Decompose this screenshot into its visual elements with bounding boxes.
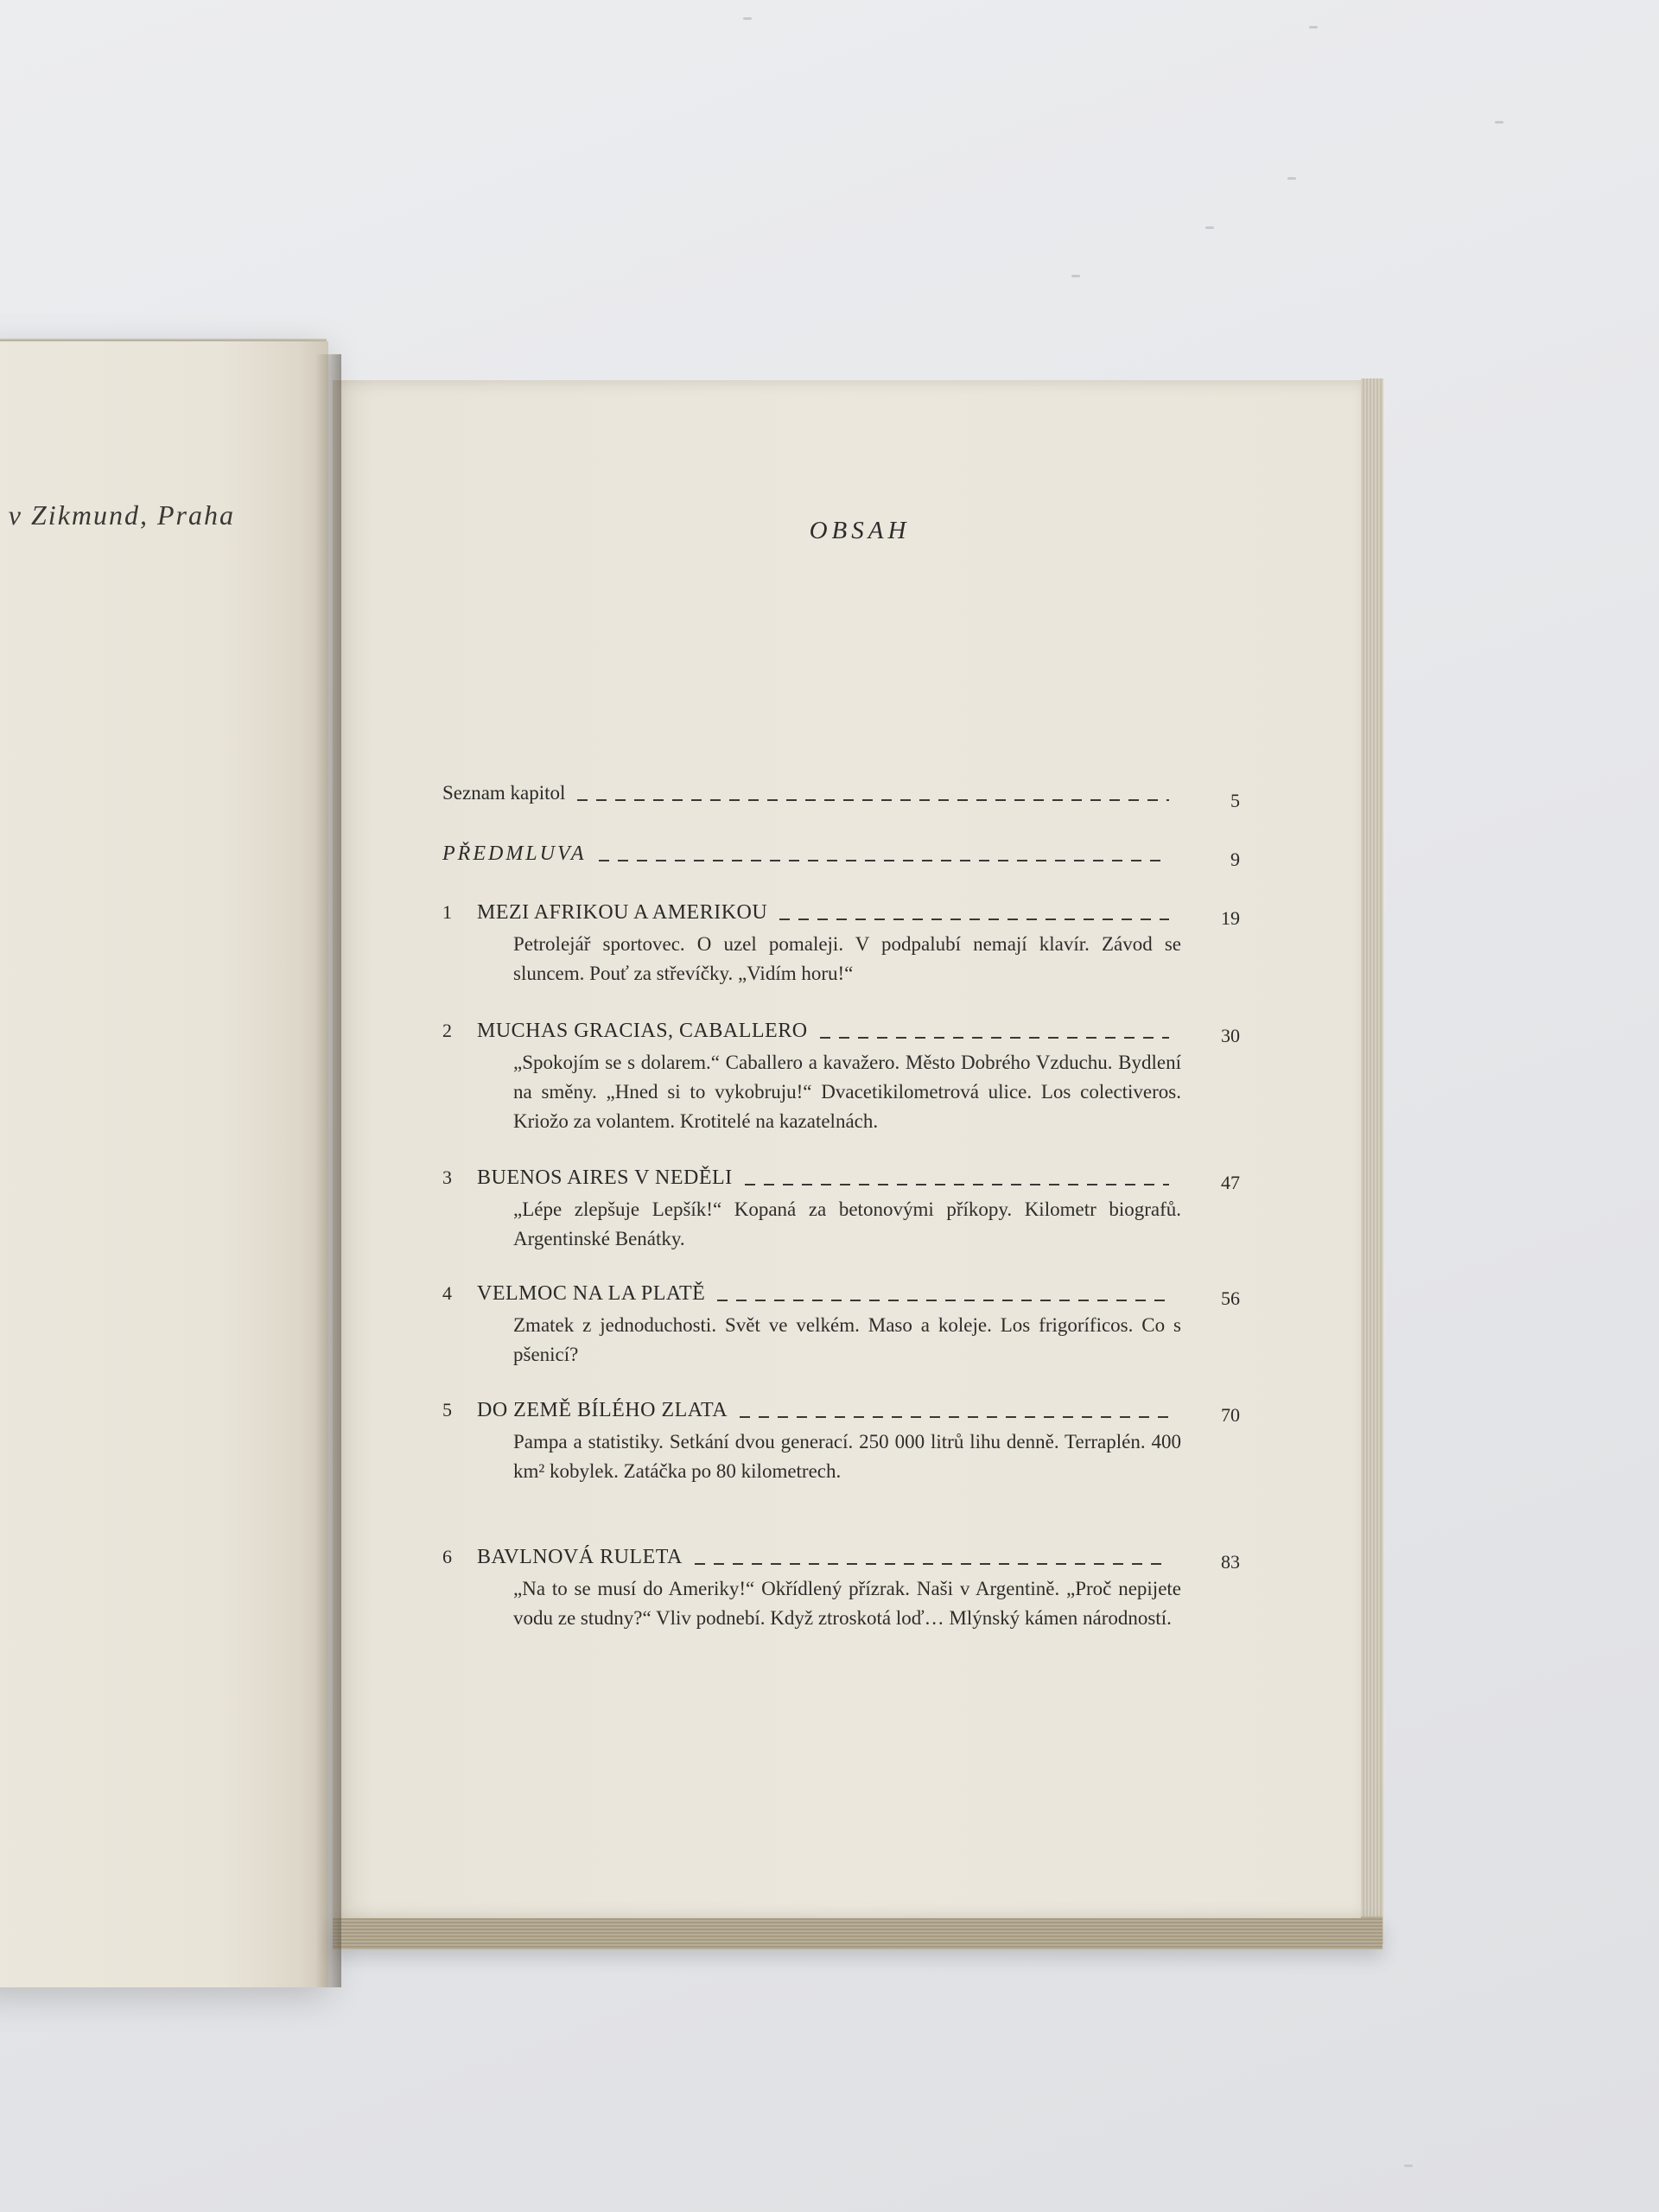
leader-dashes [577, 799, 1169, 801]
toc-entry [442, 1166, 1181, 1196]
toc-page-number: 70 [1221, 1404, 1240, 1426]
toc-entry-description: „Na to se musí do Ameriky!“ Okřídlený přízrak. Naši v Argentině. „Proč nepijete vodu ze studny?“ Vliv podnebí. Když ztroskotá loď… Mlýnský kámen národností. [513, 1578, 1181, 1629]
toc-entry [442, 901, 1181, 931]
toc-entry-description: Petrolejář sportovec. O uzel pomaleji. V podpalubí nemají klavír. Závod se sluncem. Pouť za střevíčky. „Vidím horu!“ [513, 933, 1181, 984]
toc-page-number: 19 [1221, 907, 1240, 929]
toc-entry-description: Pampa a statistiky. Setkání dvou generací. 250 000 litrů lihu denně. Terraplén. 400 km² kobylek. Zatáčka po 80 kilometrech. [513, 1431, 1181, 1482]
leader-dashes [717, 1300, 1169, 1301]
paper-speck [1495, 121, 1503, 124]
paper-speck [1404, 2164, 1413, 2167]
toc-entry-number: 5 [442, 1399, 452, 1421]
toc-entry-description: Zmatek z jednoduchosti. Svět ve velkém. Maso a koleje. Los frigoríficos. Co s pšenicí? [513, 1314, 1181, 1365]
toc-entry [442, 1282, 1181, 1312]
paper-speck [1205, 226, 1214, 229]
toc-entry-description: „Spokojím se s dolarem.“ Caballero a kavažero. Město Dobrého Vzduchu. Bydlení na směny. „Hned si to vykobruju!“ Dvacetikilometrová ulice. Los colectiveros. Kriožo za volantem. Krotitelé na kazatelnách. [513, 1052, 1181, 1132]
spine-shadow [315, 354, 341, 1987]
paper-speck [1309, 26, 1318, 29]
toc-entry-title: Seznam kapitol [442, 782, 566, 804]
toc-heading: OBSAH [809, 517, 911, 544]
toc-entry-number: 2 [442, 1020, 452, 1041]
paper-speck [1287, 177, 1296, 180]
toc-page-number: 9 [1230, 849, 1240, 870]
left-page [0, 341, 328, 1987]
toc-entry [442, 1020, 1181, 1049]
left-page-imprint: v Zikmund, Praha [8, 499, 235, 531]
toc-page-number: 30 [1221, 1025, 1240, 1046]
leader-dashes [820, 1037, 1169, 1039]
toc-entry-title: MUCHAS GRACIAS, CABALLERO [477, 1020, 808, 1042]
toc-entry-description: „Lépe zlepšuje Lepšík!“ Kopaná za betonovými příkopy. Kilometr biografů. Argentinské Benátky. [513, 1198, 1181, 1249]
toc-entry [442, 1546, 1181, 1575]
book-page-edges-right [1361, 378, 1383, 1944]
toc-page-number: 83 [1221, 1551, 1240, 1573]
toc-entry-number: 4 [442, 1282, 452, 1304]
toc-entry [442, 782, 1181, 811]
leader-dashes [740, 1416, 1169, 1418]
toc-entry-title: BUENOS AIRES V NEDĚLI [477, 1166, 733, 1189]
toc-page-number: 47 [1221, 1172, 1240, 1193]
toc-entry-title: PŘEDMLUVA [442, 842, 587, 865]
toc-page-number: 56 [1221, 1287, 1240, 1309]
toc-entry [442, 1399, 1181, 1428]
table-of-contents [442, 0, 1185, 2212]
toc-entry-title: BAVLNOVÁ RULETA [477, 1546, 683, 1568]
toc-entry-number: 3 [442, 1166, 452, 1188]
toc-entry-title: MEZI AFRIKOU A AMERIKOU [477, 901, 768, 924]
toc-entry-number: 6 [442, 1546, 452, 1567]
leader-dashes [599, 860, 1169, 861]
toc-entry-number: 1 [442, 901, 452, 923]
leader-dashes [779, 918, 1169, 920]
toc-entry [442, 842, 1181, 872]
toc-entry-title: DO ZEMĚ BÍLÉHO ZLATA [477, 1399, 728, 1421]
leader-dashes [695, 1563, 1169, 1565]
toc-page-number: 5 [1230, 790, 1240, 811]
toc-entry-title: VELMOC NA LA PLATĚ [477, 1282, 706, 1305]
leader-dashes [745, 1184, 1169, 1185]
